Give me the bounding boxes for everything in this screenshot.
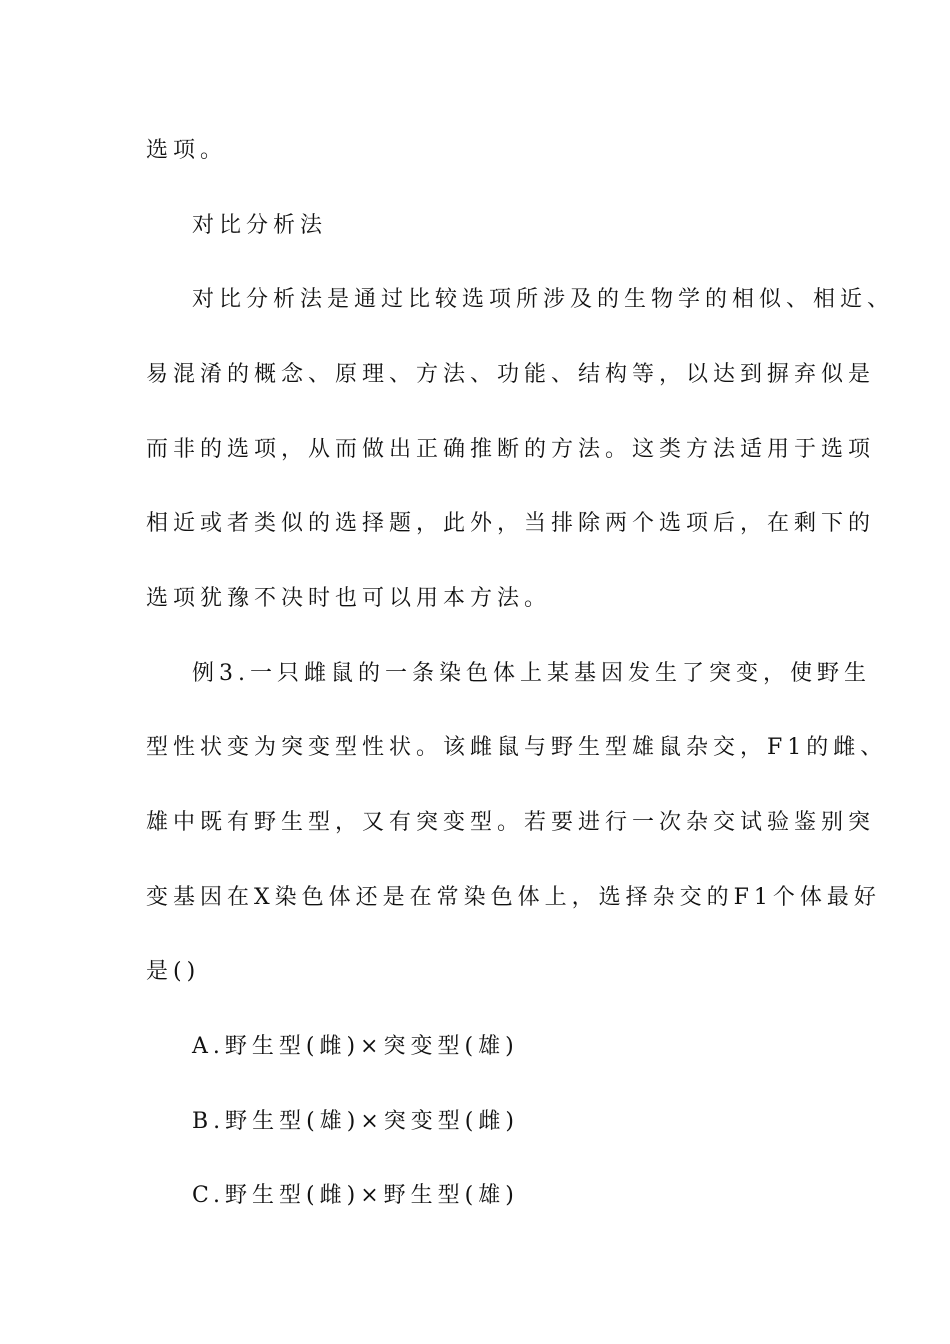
example-question-line: 变基因在X染色体还是在常染色体上，选择杂交的F1个体最好 xyxy=(146,885,881,910)
answer-option-c: C.野生型(雌)×野生型(雄) xyxy=(192,1183,519,1208)
example-question-line: 雄中既有野生型，又有突变型。若要进行一次杂交试验鉴别突 xyxy=(146,810,876,835)
paragraph-line: 选项犹豫不决时也可以用本方法。 xyxy=(146,586,552,611)
example-question-line: 是() xyxy=(146,959,201,984)
example-question-line: 例3.一只雌鼠的一条染色体上某基因发生了突变，使野生 xyxy=(192,661,871,686)
answer-option-b: B.野生型(雄)×突变型(雌) xyxy=(192,1109,519,1134)
paragraph-line: 易混淆的概念、原理、方法、功能、结构等，以达到摒弃似是 xyxy=(146,362,876,387)
section-heading: 对比分析法 xyxy=(192,213,328,238)
paragraph-line-continuation: 选项。 xyxy=(146,138,228,163)
paragraph-line: 而非的选项，从而做出正确推断的方法。这类方法适用于选项 xyxy=(146,437,876,462)
example-question-line: 型性状变为突变型性状。该雌鼠与野生型雄鼠杂交，F1的雌、 xyxy=(146,735,888,760)
answer-option-a: A.野生型(雌)×突变型(雄) xyxy=(192,1034,519,1059)
paragraph-line: 对比分析法是通过比较选项所涉及的生物学的相似、相近、 xyxy=(192,287,895,312)
paragraph-line: 相近或者类似的选择题，此外，当排除两个选项后，在剩下的 xyxy=(146,511,876,536)
